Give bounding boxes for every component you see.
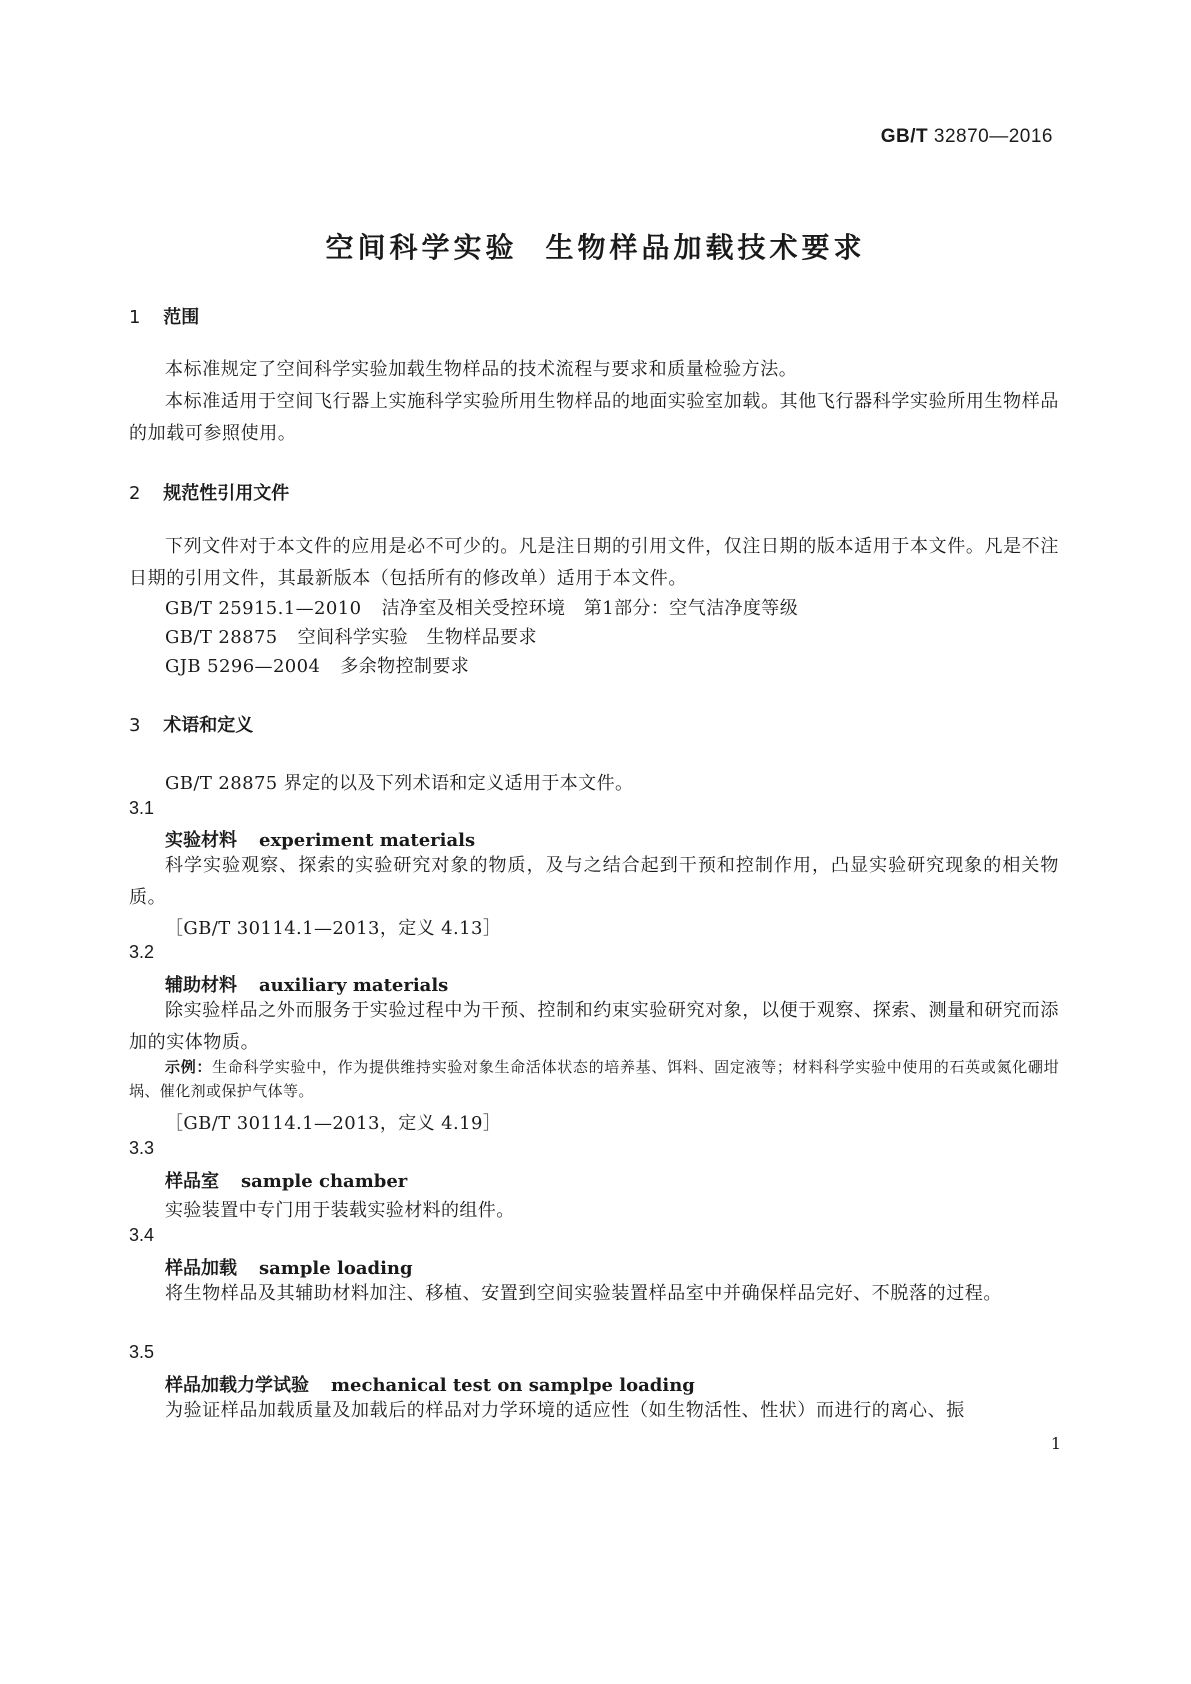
reference-code: GJB 5296—2004 [165,656,321,677]
clause-number: 3.1 [129,798,155,818]
section-title: 术语和定义 [163,715,254,736]
term-en: mechanical test on samplpe loading [331,1375,695,1396]
term-heading [165,1254,413,1280]
title-part-2: 生物样品加载技术要求 [545,231,866,264]
term-en: sample chamber [241,1171,408,1192]
section-3-intro: GB/T 28875 界定的以及下列术语和定义适用于本文件。 [165,773,634,794]
example-label: 示例： [165,1058,213,1076]
term-zh: 样品加载 [165,1258,237,1279]
section-title: 规范性引用文件 [163,483,290,504]
term-heading [165,1371,695,1397]
term-zh: 辅助材料 [165,975,237,996]
reference-title: 洁净室及相关受控环境 第1部分：空气洁净度等级 [381,598,799,619]
reference-code: GB/T 25915.1—2010 [165,598,362,619]
reference-title: 空间科学实验 生物样品要求 [297,627,537,648]
term-heading [165,1167,407,1193]
section-number: 3 [129,715,141,736]
term-example [129,1055,1059,1103]
term-definition: 将生物样品及其辅助材料加注、移植、安置到空间实验装置样品室中并确保样品完好、不脱落的过程。 [165,1283,1002,1304]
section-3-heading [129,711,253,737]
reference-item [165,594,798,620]
term-zh: 样品室 [165,1171,219,1192]
document-title [0,226,1191,266]
term-definition: 除实验样品之外而服务于实验过程中为干预、控制和约束实验研究对象，以便于观察、探索、测量和研究而添加的实体物质。 [129,1000,1059,1053]
clause-number: 3.5 [129,1342,155,1362]
section-1-paragraph-1: 本标准规定了空间科学实验加载生物样品的技术流程与要求和质量检验方法。 [165,359,798,380]
section-number: 2 [129,483,141,504]
term-heading [165,971,448,997]
term-definition: 实验装置中专门用于装载实验材料的组件。 [165,1200,515,1221]
term-definition: 科学实验观察、探索的实验研究对象的物质，及与之结合起到干预和控制作用，凸显实验研究现象的相关物质。 [129,855,1059,908]
clause-number: 3.4 [129,1225,155,1245]
section-1-paragraph-2: 本标准适用于空间飞行器上实施科学实验所用生物样品的地面实验室加载。其他飞行器科学实验所用生物样品的加载可参照使用。 [129,391,1059,444]
standard-code-number: 32870—2016 [933,126,1053,147]
reference-code: GB/T 28875 [165,627,278,648]
clause-number: 3.2 [129,942,155,962]
reference-item [165,623,537,649]
term-en: sample loading [259,1258,413,1279]
term-en: experiment materials [259,830,476,851]
term-source: ［GB/T 30114.1—2013，定义 4.19］ [165,1113,502,1134]
reference-title: 多余物控制要求 [340,656,470,677]
term-definition: 为验证样品加载质量及加载后的样品对力学环境的适应性（如生物活性、性状）而进行的离心、振 [165,1400,965,1421]
title-part-1: 空间科学实验 [325,231,518,264]
term-source: ［GB/T 30114.1—2013，定义 4.13］ [165,918,502,939]
clause-number: 3.3 [129,1138,155,1158]
term-heading [165,826,475,852]
term-zh: 样品加载力学试验 [165,1375,309,1396]
term-en: auxiliary materials [259,975,449,996]
standard-code-prefix: GB/T [880,126,929,147]
section-2-heading [129,479,289,505]
section-number: 1 [129,307,141,328]
standard-code [881,126,1053,148]
reference-item [165,652,469,678]
example-text: 生命科学实验中，作为提供维持实验对象生命活体状态的培养基、饵料、固定液等；材料科学实验中使用的石英或氮化硼坩埚、催化剂或保护气体等。 [129,1058,1060,1100]
page-number: 1 [1050,1434,1061,1453]
section-title: 范围 [163,307,200,328]
section-2-paragraph-1: 下列文件对于本文件的应用是必不可少的。凡是注日期的引用文件，仅注日期的版本适用于本文件。凡是不注日期的引用文件，其最新版本（包括所有的修改单）适用于本文件。 [129,536,1059,589]
section-1-heading [129,303,199,329]
term-zh: 实验材料 [165,830,237,851]
